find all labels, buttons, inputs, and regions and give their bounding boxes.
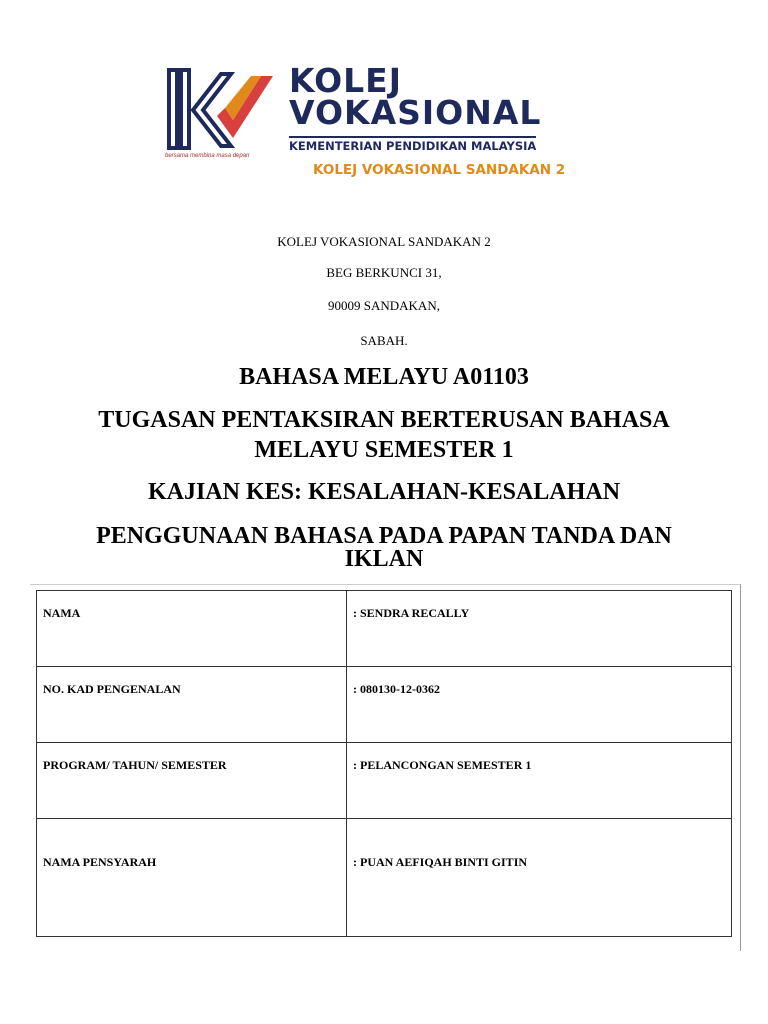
logo-college-name: KOLEJ VOKASIONAL SANDAKAN 2 [313,162,566,178]
table-row [37,667,732,743]
logo-subtitle: KEMENTERIAN PENDIDIKAN MALAYSIA [289,136,536,153]
logo-tagline: bersama membina masa depan [165,153,250,159]
address-line-4: SABAH. [360,333,408,348]
address-line-2: BEG BERKUNCI 31, [326,265,442,280]
table-cell-label [37,743,347,819]
table-row [37,743,732,819]
address-line-1: KOLEJ VOKASIONAL SANDAKAN 2 [277,234,491,249]
lecturer-label: NAMA PENSYARAH [43,855,157,869]
table-cell-value [347,743,732,819]
logo-title-line1: KOLEJ [289,61,402,100]
ic-number-value: : 080130-12-0362 [353,682,440,696]
assignment-title-line-2: MELAYU SEMESTER 1 [254,437,514,463]
college-logo [165,60,605,185]
table-cell-label [37,819,347,937]
table-cell-value [347,667,732,743]
logo-title-line2: VOKASIONAL [289,93,542,132]
topic-title-line-2: IKLAN [344,546,424,572]
assignment-title-line-1: TUGASAN PENTAKSIRAN BERTERUSAN BAHASA [98,407,670,433]
table-cell-label [37,591,347,667]
table-row [37,819,732,937]
course-title: BAHASA MELAYU A01103 [239,364,529,390]
program-label: PROGRAM/ TAHUN/ SEMESTER [43,758,227,772]
address-line-3: 90009 SANDAKAN, [328,298,440,313]
name-label: NAMA [43,606,81,620]
table-row [37,591,732,667]
kv-logo-icon [165,66,283,152]
student-info-table [36,590,732,937]
table-cell-label [37,667,347,743]
topic-title-line-1: PENGGUNAAN BAHASA PADA PAPAN TANDA DAN [96,523,672,549]
program-value: : PELANCONGAN SEMESTER 1 [353,758,532,772]
table-cell-value [347,591,732,667]
ic-number-label: NO. KAD PENGENALAN [43,682,181,696]
table-cell-value [347,819,732,937]
name-value: : SENDRA RECALLY [353,606,470,620]
lecturer-value: : PUAN AEFIQAH BINTI GITIN [353,855,528,869]
case-study-title: KAJIAN KES: KESALAHAN-KESALAHAN [147,479,621,505]
